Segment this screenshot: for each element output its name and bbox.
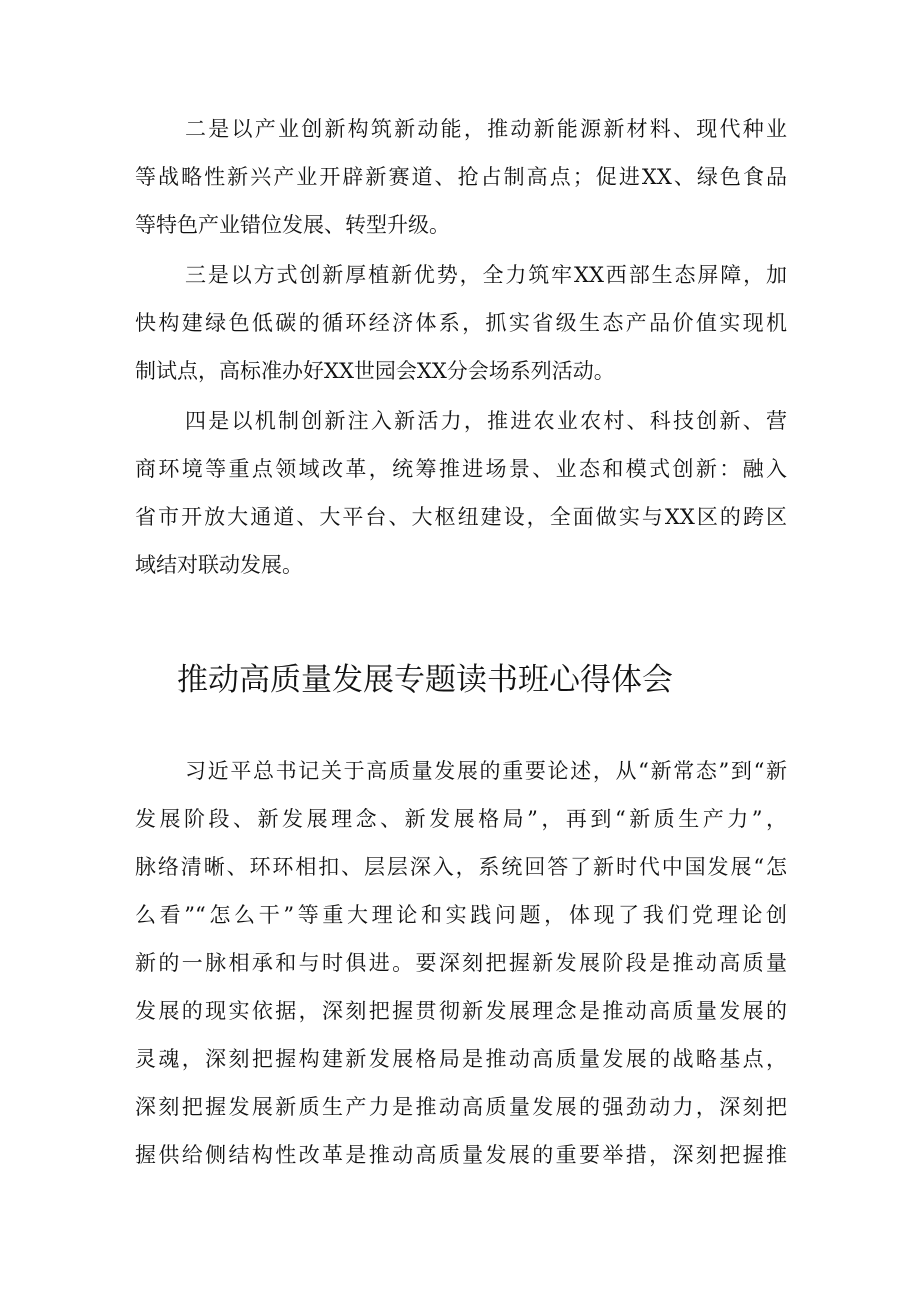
paragraph-line: 二是以产业创新构筑新动能，推动新能源新材料、现代种业 xyxy=(185,117,787,141)
paragraph-line: 制试点，高标准办好XX世园会XX分会场系列活动。 xyxy=(135,359,615,383)
paragraph-line: 等特色产业错位发展、转型升级。 xyxy=(135,213,450,237)
body-paragraph xyxy=(135,747,787,1179)
paragraph-line: 省市开放大通道、大平台、大枢纽建设，全面做实与XX区的跨区 xyxy=(135,505,787,529)
body-line: 么看”“怎么干”等重大理论和实践问题，体现了我们党理论创 xyxy=(135,903,787,927)
paragraph-method-innovation xyxy=(135,251,787,395)
document-title: 推动高质量发展专题读书班心得体会 xyxy=(177,662,673,698)
paragraph-line: 域结对联动发展。 xyxy=(135,553,303,577)
body-line: 习近平总书记关于高质量发展的重要论述，从“新常态”到“新 xyxy=(185,759,787,783)
body-line: 发展的现实依据，深刻把握贯彻新发展理念是推动高质量发展的 xyxy=(135,999,787,1023)
paragraph-mechanism-innovation xyxy=(135,397,787,589)
paragraph-line: 四是以机制创新注入新活力，推进农业农村、科技创新、营 xyxy=(185,409,787,433)
paragraph-industry-innovation xyxy=(135,105,787,249)
paragraph-line: 快构建绿色低碳的循环经济体系，抓实省级生态产品价值实现机 xyxy=(135,311,787,335)
body-line: 脉络清晰、环环相扣、层层深入，系统回答了新时代中国发展“怎 xyxy=(135,855,787,879)
body-line: 握供给侧结构性改革是推动高质量发展的重要举措，深刻把握推 xyxy=(135,1143,787,1167)
paragraph-line: 商环境等重点领域改革，统筹推进场景、业态和模式创新：融入 xyxy=(135,457,787,481)
paragraph-line: 三是以方式创新厚植新优势，全力筑牢XX西部生态屏障，加 xyxy=(185,263,787,287)
body-line: 深刻把握发展新质生产力是推动高质量发展的强劲动力，深刻把 xyxy=(135,1095,787,1119)
body-line: 发展阶段、新发展理念、新发展格局”，再到“新质生产力”， xyxy=(135,807,787,831)
paragraph-line: 等战略性新兴产业开辟新赛道、抢占制高点；促进XX、绿色食品 xyxy=(135,165,787,189)
body-line: 灵魂，深刻把握构建新发展格局是推动高质量发展的战略基点， xyxy=(135,1047,787,1071)
body-line: 新的一脉相承和与时俱进。要深刻把握新发展阶段是推动高质量 xyxy=(135,951,787,975)
